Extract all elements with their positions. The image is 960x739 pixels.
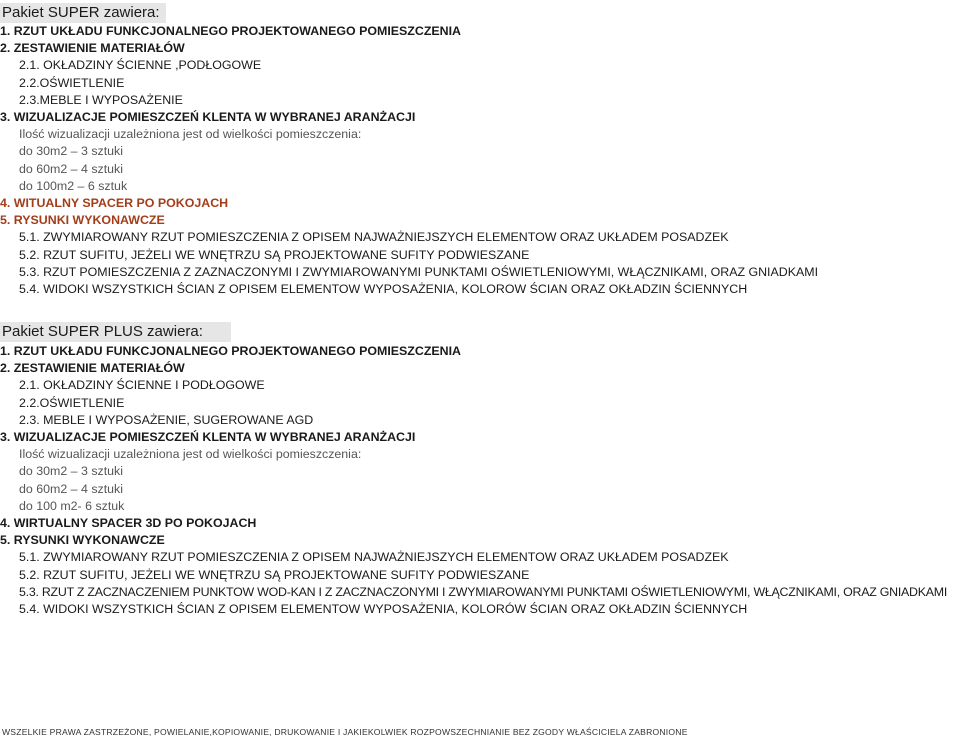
package-line: 3. WIZUALIZACJE POMIESZCZEŃ KLENTA W WYBRANEJ ARANŻACJI	[0, 430, 416, 444]
package-line: 2.1. OKŁADZINY ŚCIENNE I PODŁOGOWE	[19, 378, 265, 393]
package-line: 5.3. RZUT POMIESZCZENIA Z ZAZNACZONYMI I ZWYMIAROWANYMI PUNKTAMI OŚWIETLENIOWYMI, WŁĄCZNIKAMI, ORAZ GNIADKAMI	[19, 264, 819, 279]
package-line: 4. WIRTUALNY SPACER 3D PO POKOJACH	[0, 516, 257, 530]
package-line: Ilość wizualizacji uzależniona jest od wielkości pomieszczenia:	[19, 127, 362, 142]
package-line: Ilość wizualizacji uzależniona jest od wielkości pomieszczenia:	[19, 447, 362, 462]
package-line: 5.1. ZWYMIAROWANY RZUT POMIESZCZENIA Z OPISEM NAJWAŻNIEJSZYCH ELEMENTOW ORAZ UKŁADEM POSADZEK	[19, 230, 729, 245]
package-line: 5. RYSUNKI WYKONAWCZE	[0, 533, 165, 548]
copyright-footer: WSZELKIE PRAWA ZASTRZEŻONE, POWIELANIE,KOPIOWANIE, DRUKOWANIE I JAKIEKOLWIEK ROZPOWSZECHNIANIE BEZ ZGODY WŁAŚCICIELA ZABRONIONE	[2, 727, 688, 737]
package-line: 4. WITUALNY SPACER PO POKOJACH	[0, 196, 229, 210]
package-line: 2. ZESTAWIENIE MATERIAŁÓW	[0, 361, 185, 376]
package-line: do 30m2 – 3 sztuki	[19, 144, 124, 159]
package-line: 1. RZUT UKŁADU FUNKCJONALNEGO PROJEKTOWANEGO POMIESZCZENIA	[0, 24, 461, 38]
package-line: 5. RYSUNKI WYKONAWCZE	[0, 213, 165, 228]
package-line: 2.1. OKŁADZINY ŚCIENNE ,PODŁOGOWE	[19, 58, 262, 73]
package-line: 5.4. WIDOKI WSZYSTKICH ŚCIAN Z OPISEM ELEMENTOW WYPOSAŻENIA, KOLOROW ŚCIAN ORAZ OKŁADZIN ŚCIENNYCH	[19, 282, 748, 296]
package-line: 2.2.OŚWIETLENIE	[19, 75, 125, 90]
package-line: 2. ZESTAWIENIE MATERIAŁÓW	[0, 41, 185, 56]
package-line: do 60m2 – 4 sztuki	[19, 481, 124, 496]
package-line: 2.3. MEBLE I WYPOSAŻENIE, SUGEROWANE AGD	[19, 412, 314, 427]
package-heading: Pakiet SUPER PLUS zawiera:	[2, 323, 203, 340]
package-line: do 30m2 – 3 sztuki	[19, 464, 124, 479]
package-heading: Pakiet SUPER zawiera:	[2, 4, 160, 21]
package-line: 1. RZUT UKŁADU FUNKCJONALNEGO PROJEKTOWANEGO POMIESZCZENIA	[0, 344, 461, 358]
package-line: 5.2. RZUT SUFITU, JEŻELI WE WNĘTRZU SĄ PROJEKTOWANE SUFITY PODWIESZANE	[19, 567, 530, 582]
package-line: do 100m2 – 6 sztuk	[19, 178, 128, 193]
package-line: 5.4. WIDOKI WSZYSTKICH ŚCIAN Z OPISEM ELEMENTOW WYPOSAŻENIA, KOLORÓW ŚCIAN ORAZ OKŁADZIN ŚCIENNYCH	[19, 602, 748, 616]
package-line: 2.3.MEBLE I WYPOSAŻENIE	[19, 92, 183, 107]
package-line: 5.3. RZUT Z ZACZNACZENIEM PUNKTOW WOD-KAN I Z ZACZNACZONYMI I ZWYMIAROWANYMI PUNKTAMI OŚWIETLENIOWYMI, WŁĄCZNIKAMI, ORAZ GNIADKAMI	[19, 584, 948, 599]
package-line: 5.1. ZWYMIAROWANY RZUT POMIESZCZENIA Z OPISEM NAJWAŻNIEJSZYCH ELEMENTOW ORAZ UKŁADEM POSADZEK	[19, 550, 729, 565]
package-line: do 100 m2- 6 sztuk	[19, 498, 125, 513]
package-line: 5.2. RZUT SUFITU, JEŻELI WE WNĘTRZU SĄ PROJEKTOWANE SUFITY PODWIESZANE	[19, 247, 530, 262]
package-line: 2.2.OŚWIETLENIE	[19, 395, 125, 410]
package-line: do 60m2 – 4 sztuki	[19, 161, 124, 176]
package-line: 3. WIZUALIZACJE POMIESZCZEŃ KLENTA W WYBRANEJ ARANŻACJI	[0, 110, 416, 124]
